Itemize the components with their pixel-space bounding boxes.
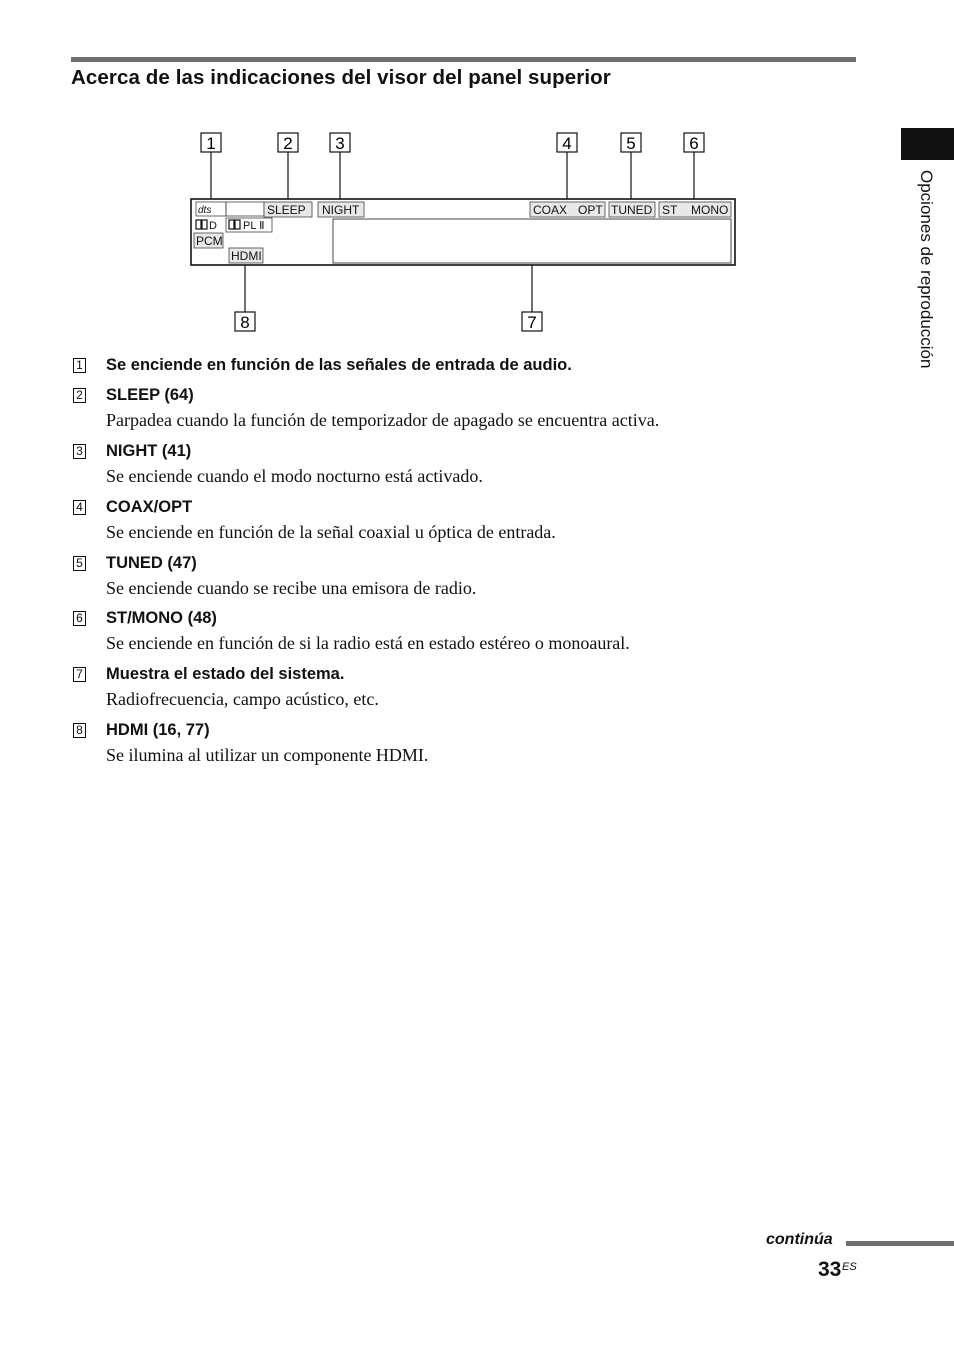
- item-title: TUNED (47): [106, 554, 197, 572]
- opt-indicator: OPT: [578, 203, 603, 217]
- svg-text:2: 2: [283, 134, 293, 153]
- mono-indicator: MONO: [691, 203, 729, 217]
- display-panel-diagram: [0, 0, 954, 350]
- night-indicator: NIGHT: [322, 203, 360, 217]
- hdmi-indicator: HDMI: [231, 249, 262, 263]
- item-number-box: 4: [73, 500, 86, 515]
- item-number-box: 6: [73, 611, 86, 626]
- callout-5: [621, 133, 641, 153]
- tuned-indicator: TUNED: [611, 203, 653, 217]
- item-number-box: 2: [73, 388, 86, 403]
- item-title: Muestra el estado del sistema.: [106, 665, 345, 683]
- item-description: Parpadea cuando la función de temporizador de apagado se encuentra activa.: [106, 410, 660, 430]
- page-language-suffix: ES: [842, 1261, 857, 1273]
- svg-text:6: 6: [689, 134, 699, 153]
- svg-text:PL Ⅱ: PL Ⅱ: [243, 220, 265, 232]
- item-title: HDMI (16, 77): [106, 721, 210, 739]
- svg-text:D: D: [209, 220, 217, 232]
- st-indicator: ST: [662, 203, 678, 217]
- svg-text:1: 1: [206, 134, 216, 153]
- item-description: Radiofrecuencia, campo acústico, etc.: [106, 689, 379, 709]
- side-section-label: Opciones de reproducción: [917, 170, 936, 369]
- continued-bar: [846, 1241, 954, 1246]
- coax-indicator: COAX: [533, 203, 568, 217]
- callout-3: [330, 133, 350, 153]
- dts-logo-indicator: dts: [198, 205, 212, 216]
- svg-text:8: 8: [240, 313, 250, 332]
- item-title: COAX/OPT: [106, 498, 193, 516]
- item-number-box: 3: [73, 444, 86, 459]
- svg-text:3: 3: [335, 134, 345, 153]
- svg-text:4: 4: [562, 134, 572, 153]
- section-heading: Acerca de las indicaciones del visor del panel superior: [71, 66, 611, 89]
- item-title: NIGHT (41): [106, 442, 192, 460]
- sleep-indicator: SLEEP: [267, 203, 306, 217]
- callout-1: [201, 133, 221, 153]
- item-title: Se enciende en función de las señales de entrada de audio.: [106, 356, 572, 374]
- item-description: Se enciende en función de la señal coaxial u óptica de entrada.: [106, 522, 556, 542]
- callout-8: [235, 312, 255, 332]
- item-number-box: 1: [73, 358, 86, 373]
- item-description: Se enciende cuando el modo nocturno está activado.: [106, 466, 483, 486]
- item-title: SLEEP (64): [106, 386, 194, 404]
- pcm-indicator: PCM: [196, 234, 223, 248]
- callout-4: [557, 133, 577, 153]
- svg-text:7: 7: [527, 313, 537, 332]
- callout-2: [278, 133, 298, 153]
- item-description: Se enciende en función de si la radio está en estado estéreo o monoaural.: [106, 633, 630, 653]
- item-description: Se enciende cuando se recibe una emisora de radio.: [106, 578, 477, 598]
- svg-text:5: 5: [626, 134, 636, 153]
- item-number-box: 5: [73, 556, 86, 571]
- callout-6: [684, 133, 704, 153]
- item-number-box: 8: [73, 723, 86, 738]
- callout-7: [522, 312, 542, 332]
- page-number: 33: [818, 1258, 842, 1281]
- item-description: Se ilumina al utilizar un componente HDMI.: [106, 745, 429, 765]
- continued-label: continúa: [766, 1231, 833, 1248]
- item-number-box: 7: [73, 667, 86, 682]
- item-title: ST/MONO (48): [106, 609, 217, 627]
